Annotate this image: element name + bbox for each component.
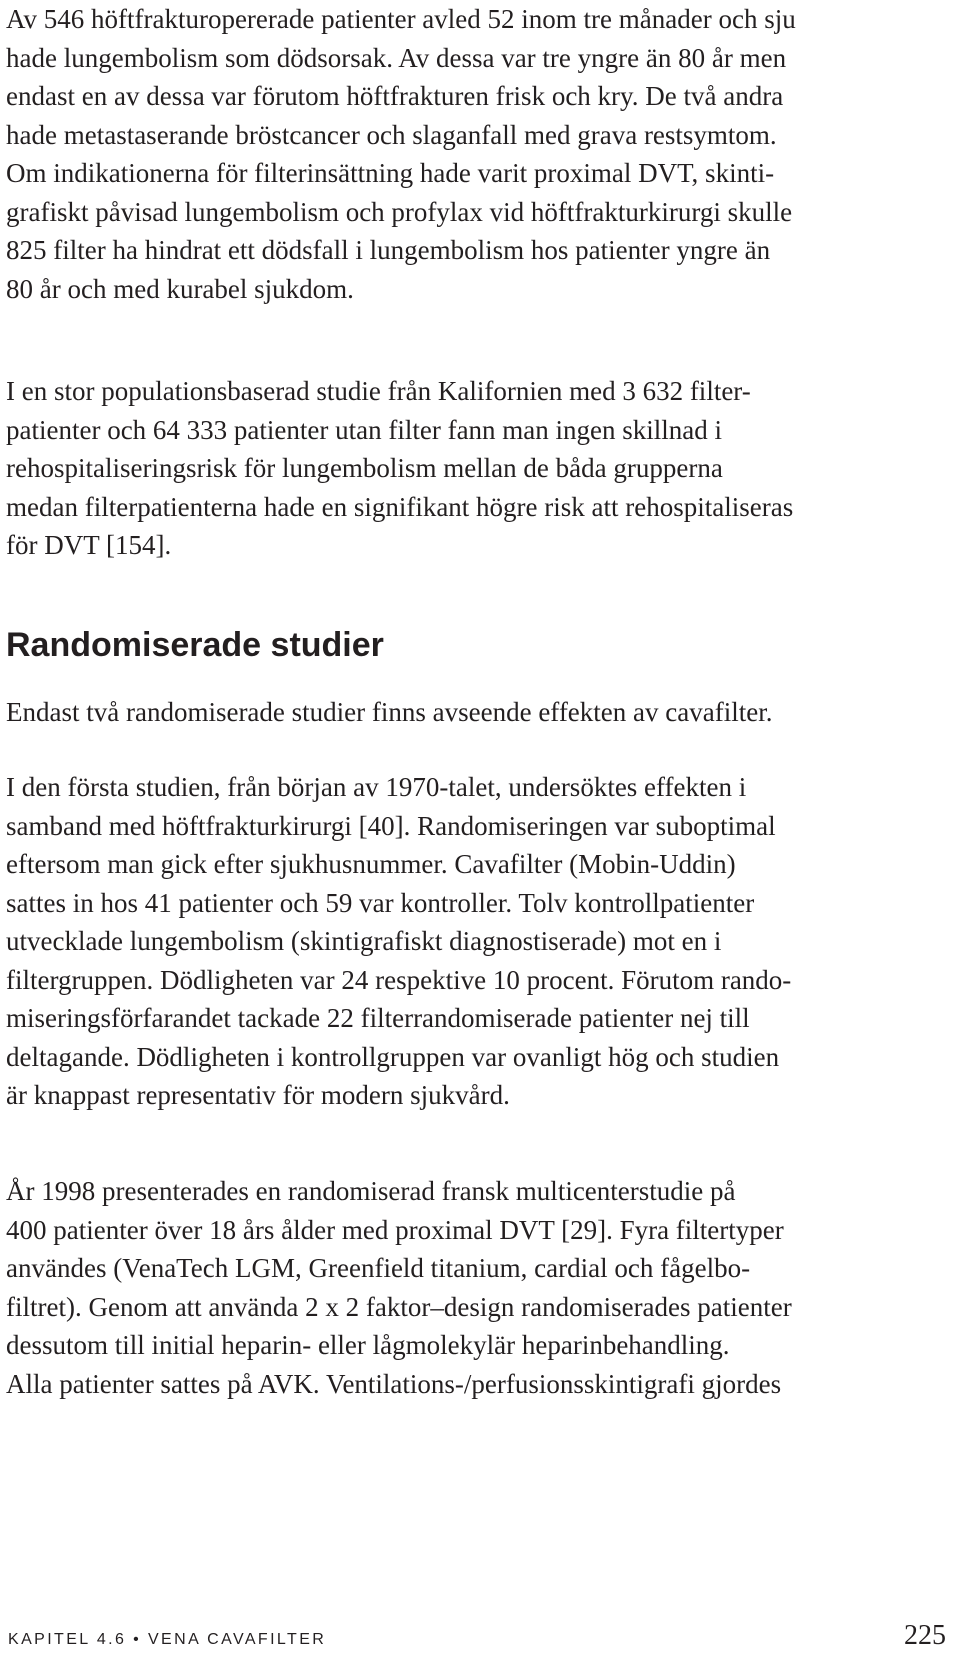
text-line: filtergruppen. Dödligheten var 24 respektive 10 procent. Förutom rando- (6, 964, 792, 995)
text-line: medan filterpatienterna hade en signifikant högre risk att rehospitaliseras (6, 491, 794, 522)
text-line: samband med höftfrakturkirurgi [40]. Randomiseringen var suboptimal (6, 810, 776, 841)
paragraph-2 (6, 372, 793, 565)
text-line: dessutom till initial heparin- eller lågmolekylär heparinbehandling. (6, 1330, 730, 1360)
text-line: Alla patienter sattes på AVK. Ventilations-/perfusionsskintigrafi gjordes (6, 1368, 782, 1399)
text-line: I den första studien, från början av 1970-talet, undersöktes effekten i (6, 772, 747, 802)
paragraph-1 (6, 0, 796, 308)
text-line: År 1998 presenterades en randomiserad fransk multicenterstudie på (6, 1176, 736, 1206)
text-line: I en stor populationsbaserad studie från Kalifornien med 3 632 filter- (6, 376, 751, 406)
text-line: Endast två randomiserade studier finns avseende effekten av cavafilter. (6, 697, 773, 727)
text-line: patienter och 64 333 patienter utan filter fann man ingen skillnad i (6, 414, 723, 445)
text-line: utvecklade lungembolism (skintigrafiskt diagnostiserade) mot en i (6, 926, 722, 956)
text-line: rehospitaliseringsrisk för lungembolism mellan de båda grupperna (6, 453, 723, 483)
text-line: grafiskt påvisad lungembolism och profylax vid höftfrakturkirurgi skulle (6, 196, 793, 227)
paragraph-3 (6, 693, 772, 732)
text-line: användes (VenaTech LGM, Greenfield titanium, cardial och fågelbo- (6, 1253, 751, 1283)
text-line: 400 patienter över 18 års ålder med proximal DVT [29]. Fyra filtertyper (6, 1214, 784, 1245)
section-heading: Randomiserade studier (6, 626, 384, 664)
text-line: eftersom man gick efter sjukhusnummer. Cavafilter (Mobin-Uddin) (6, 849, 736, 879)
text-line: 80 år och med kurabel sjukdom. (6, 273, 354, 304)
paragraph-5 (6, 1172, 792, 1403)
text-line: sattes in hos 41 patienter och 59 var kontroller. Tolv kontrollpatienter (6, 887, 755, 918)
text-line: hade lungembolism som dödsorsak. Av dessa var tre yngre än 80 år men (6, 42, 787, 73)
text-line: deltagande. Dödligheten i kontrollgruppen var ovanligt hög och studien (6, 1041, 780, 1072)
text-line: endast en av dessa var förutom höftfrakturen frisk och kry. De två andra (6, 81, 784, 111)
text-line: miseringsförfarandet tackade 22 filterrandomiserade patienter nej till (6, 1003, 750, 1033)
page-number: 225 (904, 1620, 946, 1651)
text-line: Om indikationerna för filterinsättning hade varit proximal DVT, skinti- (6, 158, 775, 188)
paragraph-4 (6, 768, 791, 1115)
text-line: Av 546 höftfrakturopererade patienter avled 52 inom tre månader och sju (6, 4, 796, 34)
text-line: hade metastaserande bröstcancer och slaganfall med grava restsymtom. (6, 119, 777, 150)
text-line: är knappast representativ för modern sjukvård. (6, 1080, 510, 1110)
text-line: för DVT [154]. (6, 530, 172, 560)
text-line: 825 filter ha hindrat ett dödsfall i lungembolism hos patienter yngre än (6, 235, 771, 265)
text-line: filtret). Genom att använda 2 x 2 faktor–design randomiserades patienter (6, 1291, 792, 1322)
chapter-running-footer: KAPITEL 4.6 • VENA CAVAFILTER (8, 1631, 327, 1648)
